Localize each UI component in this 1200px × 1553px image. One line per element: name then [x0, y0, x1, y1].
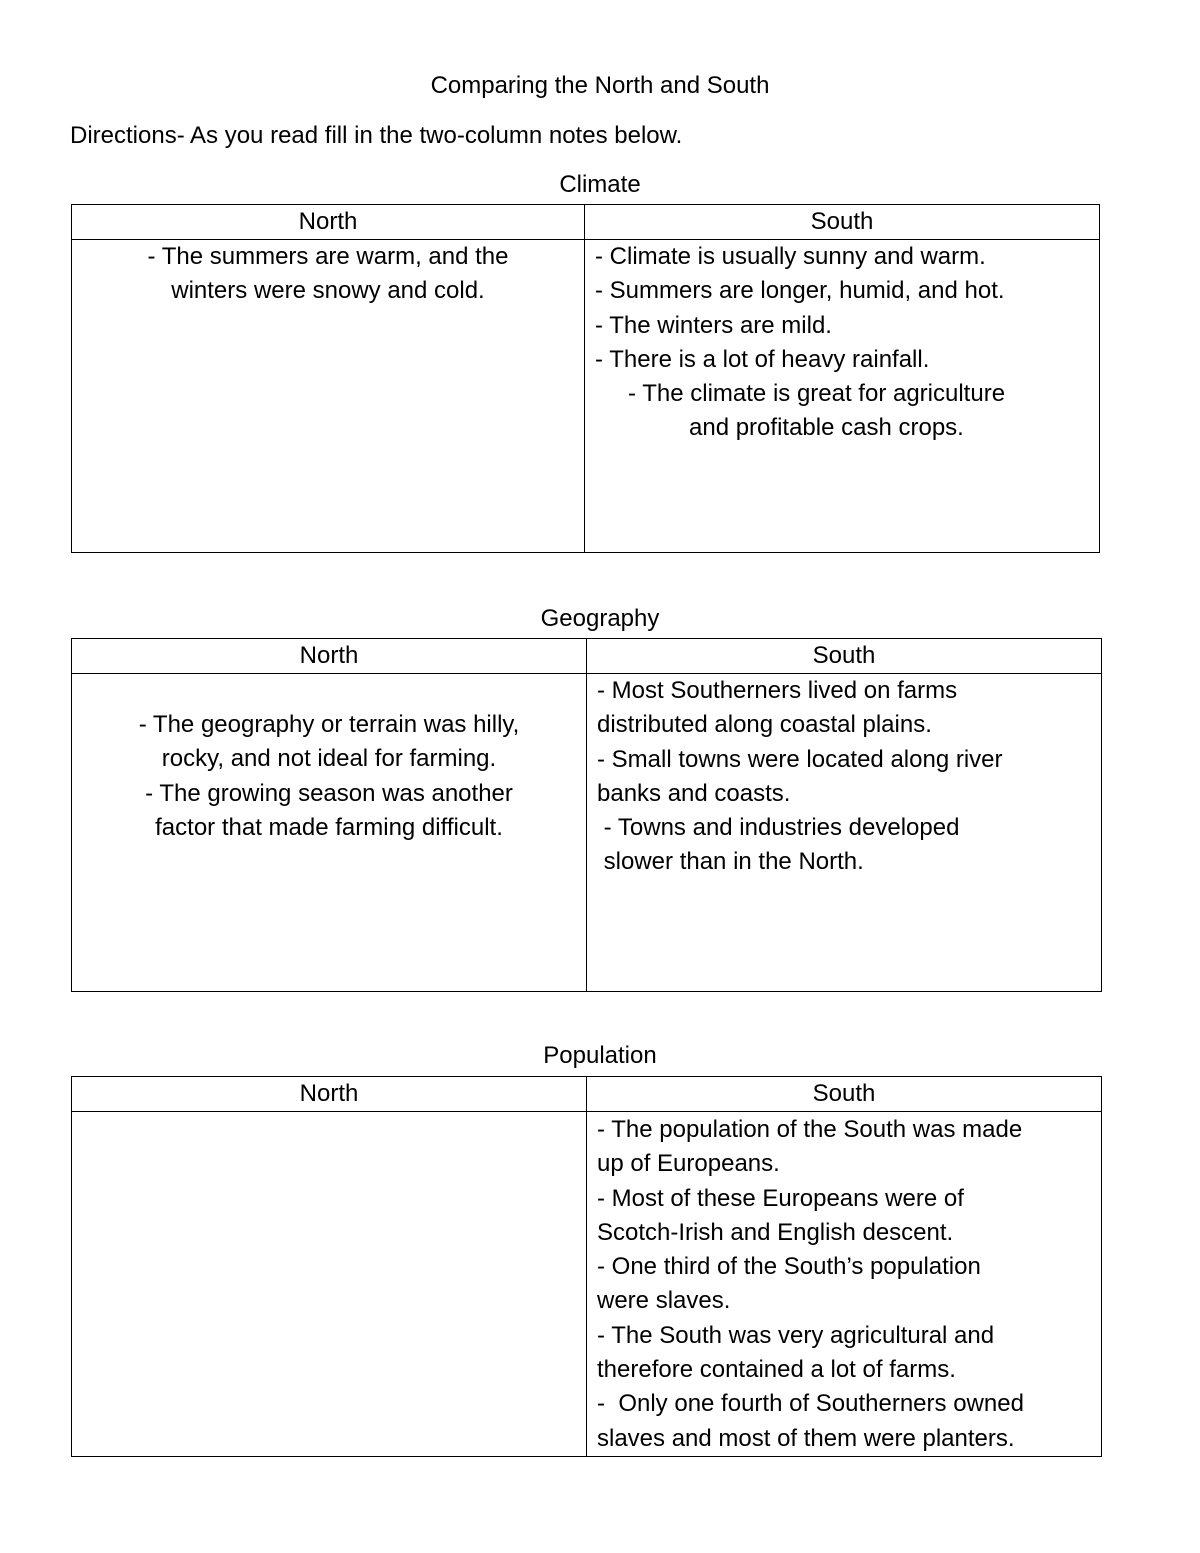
note-line: - The climate is great for agriculture: [628, 380, 1006, 408]
climate-table: [71, 204, 1100, 553]
geography-south-cell: [587, 674, 1102, 992]
climate-north-notes: [72, 240, 584, 309]
note-line: up of Europeans.: [597, 1150, 780, 1178]
note-line: - Most Southerners lived on farms: [597, 677, 958, 704]
population-table: [71, 1076, 1102, 1457]
column-header-south: South: [587, 639, 1102, 674]
column-header-south: South: [585, 205, 1100, 240]
note-line: - Most of these Europeans were of: [597, 1184, 964, 1212]
note-line: winters were snowy and cold.: [171, 277, 485, 305]
note-line: - The geography or terrain was hilly,: [138, 711, 520, 738]
note-line: - The South was very agricultural and: [597, 1321, 995, 1349]
note-line: - The growing season was another: [145, 779, 513, 807]
population-south-notes: [597, 1113, 1101, 1456]
note-line: slower than in the North.: [597, 848, 864, 876]
note-line: - One third of the South’s population: [597, 1253, 981, 1281]
note-line: - Towns and industries developed: [597, 814, 960, 842]
note-line: therefore contained a lot of farms.: [597, 1356, 956, 1384]
note-line: - Summers are longer, humid, and hot.: [595, 277, 1005, 305]
column-header-north: North: [72, 1077, 587, 1112]
note-line: factor that made farming difficult.: [155, 813, 503, 841]
note-line: - The population of the South was made: [597, 1116, 1023, 1143]
geography-north-notes: [72, 708, 586, 845]
note-line: and profitable cash crops.: [689, 414, 964, 442]
note-line: were slaves.: [597, 1287, 731, 1315]
note-line: banks and coasts.: [597, 779, 791, 807]
note-line: - There is a lot of heavy rainfall.: [595, 345, 930, 373]
page-title: Comparing the North and South: [430, 72, 770, 99]
geography-table: [71, 638, 1102, 992]
note-line: - The summers are warm, and the: [147, 243, 509, 270]
geography-south-notes: [597, 674, 1101, 880]
section-heading-population: Population: [543, 1042, 657, 1069]
column-header-south: South: [587, 1077, 1102, 1112]
note-line: - Climate is usually sunny and warm.: [595, 243, 986, 270]
note-line: - Small towns were located along river: [597, 745, 1003, 773]
note-line: - The winters are mild.: [595, 311, 832, 339]
note-line: rocky, and not ideal for farming.: [161, 745, 497, 773]
note-line: slaves and most of them were planters.: [597, 1424, 1015, 1452]
note-line: Scotch-Irish and English descent.: [597, 1218, 954, 1246]
climate-south-cell: [585, 240, 1100, 553]
population-south-cell: [587, 1112, 1102, 1457]
climate-north-cell: [72, 240, 585, 553]
section-heading-climate: Climate: [559, 171, 641, 198]
section-heading-geography: Geography: [540, 605, 660, 632]
climate-south-notes: [595, 240, 1099, 446]
column-header-north: North: [72, 639, 587, 674]
population-north-cell: [72, 1112, 587, 1457]
note-line: distributed along coastal plains.: [597, 711, 932, 739]
note-line: - Only one fourth of Southerners owned: [597, 1390, 1024, 1418]
column-header-north: North: [72, 205, 585, 240]
geography-north-cell: [72, 674, 587, 992]
directions: Directions- As you read fill in the two-column notes below.: [70, 122, 683, 149]
